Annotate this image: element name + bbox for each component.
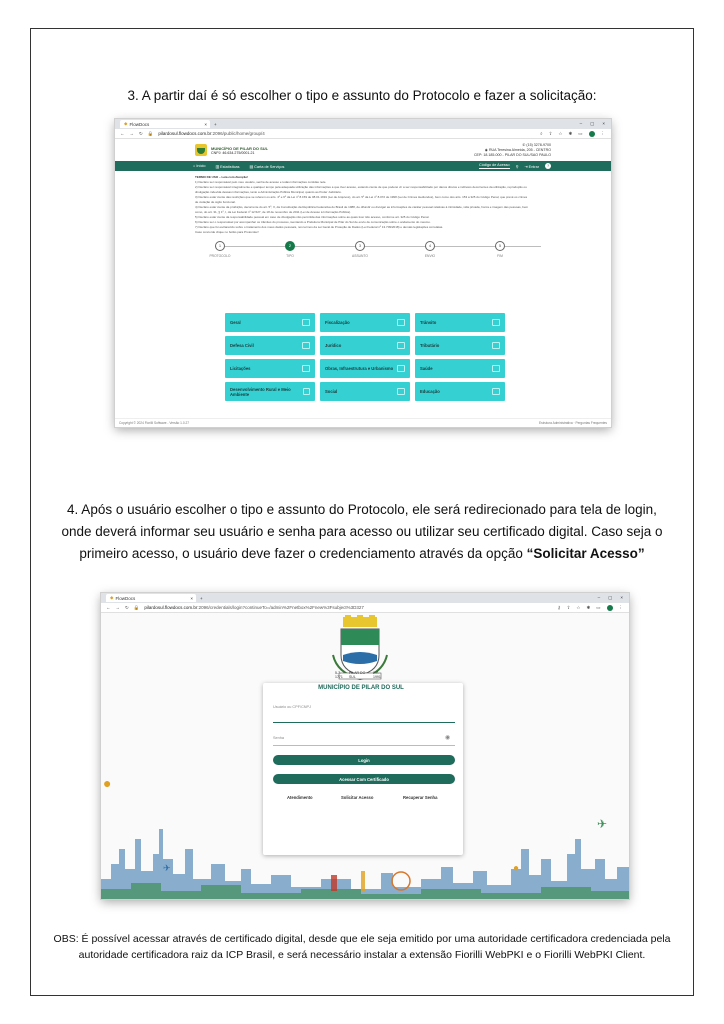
- briefcase-icon: ▤: [249, 164, 255, 169]
- terms-title: TERMO DE USO – Leia com Atenção!: [195, 175, 249, 179]
- step-circle-3: 3: [355, 241, 365, 251]
- search-icon[interactable]: ⚲: [515, 164, 519, 169]
- scales-icon: [397, 342, 405, 349]
- certificate-login-button[interactable]: Acessar Com Certificado: [273, 774, 455, 784]
- leaf-icon: [303, 388, 310, 395]
- protocol-screenshot: [115, 119, 611, 427]
- location-icon: ◉: [484, 147, 489, 152]
- house-icon: [397, 365, 405, 372]
- step-label: PROTOCOLO: [209, 254, 231, 258]
- nav-stats-label: Estatísticas: [220, 164, 240, 169]
- support-link[interactable]: Atendimento: [287, 795, 313, 800]
- type-card[interactable]: [225, 336, 315, 355]
- type-card-label: Defesa Civil: [230, 343, 254, 348]
- site-footer: [115, 418, 611, 427]
- people-icon: [397, 388, 405, 395]
- profile-avatar[interactable]: [589, 131, 595, 137]
- nav-home-label: Início: [196, 164, 206, 168]
- close-tab-icon[interactable]: ×: [204, 121, 207, 127]
- home-icon: ⌂: [193, 164, 197, 168]
- new-tab-icon[interactable]: +: [214, 121, 217, 127]
- browser-tools: [557, 605, 623, 611]
- crest-date-right: 2-7-1991: [373, 671, 381, 679]
- step-circle-5: 5: [495, 241, 505, 251]
- step-circle-1: 1: [215, 241, 225, 251]
- star-icon[interactable]: ☆: [576, 604, 581, 610]
- browser-tools: [540, 131, 605, 137]
- url-domain: pilardosul.flowdocs.com.br: [158, 131, 212, 136]
- type-card-label: Tributário: [420, 343, 440, 348]
- protocol-stepper: [209, 241, 541, 263]
- step-label: TIPO: [286, 254, 294, 258]
- address-bar: [101, 603, 629, 613]
- terms-item: Caso concorde clique no botão para Protocolar!: [195, 230, 259, 234]
- browser-tabbar: [101, 593, 629, 603]
- access-code-area: [479, 163, 551, 169]
- type-card-label: Licitações: [230, 366, 251, 371]
- obs-line-2: autoridade certificadora raiz da ICP Brasil, e será necessário instalar a extensão Fiorilli WebPKI e o Fiorilli WebPKI Client.: [78, 949, 646, 961]
- favicon-icon: ◆: [110, 595, 114, 600]
- step-4-line-3-text: primeiro acesso, o usuário deve fazer o credenciamento através da opção: [79, 546, 527, 561]
- step-3-text: 3. A partir daí é só escolher o tipo e assunto do Protocolo e fazer a solicitação:: [127, 88, 597, 103]
- login-button[interactable]: Login: [273, 755, 455, 765]
- type-card-label: Trânsito: [420, 320, 437, 325]
- phone: (15) 3278-9700: [526, 142, 551, 147]
- building-icon: [397, 319, 405, 326]
- footer-copyright: Copyright © 2024 Fiorilli Software - Versão 1.0.27: [119, 421, 190, 425]
- minimize-icon[interactable]: –: [597, 595, 601, 600]
- back-icon[interactable]: ←: [106, 605, 111, 610]
- enter-link[interactable]: [524, 164, 539, 169]
- username-label: Usuário ou CPF/CNPJ: [273, 705, 311, 709]
- type-card[interactable]: [415, 382, 505, 401]
- terms-item: 4) Declaro estar ciente da proibição, decorrente do art. 5º, X, da Constituição da República Federativa do Brasil de 1988, de difundir ou divulgar as informações de caráter pessoal relativas à intimidade, vida privada, honra e imagem das pessoas, bem como, do art. 31, § 1º, I, da Lei Federal nº 12.527, de 18 de novembro de 2011 (Lei de Acesso à Informação Pública).: [195, 205, 529, 214]
- step-4-line-3: [31, 543, 693, 564]
- site-nav: [115, 161, 611, 171]
- eye-icon[interactable]: ◉: [445, 735, 451, 741]
- window-controls: [580, 121, 605, 127]
- car-icon: [492, 319, 500, 326]
- terms-of-use: [115, 171, 611, 235]
- browser-tab[interactable]: [120, 120, 210, 128]
- graduation-icon: [492, 388, 500, 395]
- close-window-icon[interactable]: ×: [602, 121, 605, 126]
- step-circle-2: 2: [285, 241, 295, 251]
- tab-title: FlowDocs: [115, 595, 136, 601]
- username-input[interactable]: [273, 722, 455, 723]
- nav-home[interactable]: [193, 164, 205, 168]
- back-icon[interactable]: ←: [120, 131, 125, 136]
- document-page: [30, 28, 694, 996]
- org-cnpj: CNPJ: 46.634.275/0001-21: [211, 150, 255, 155]
- type-card[interactable]: [320, 359, 410, 378]
- municipality-title: MUNICÍPIO DE PILAR DO SUL: [318, 685, 404, 691]
- url-field[interactable]: [158, 131, 264, 136]
- type-card-label: Jurídico: [325, 343, 342, 348]
- share-icon[interactable]: ⇪: [548, 130, 553, 136]
- step-4-line-2: onde deverá informar seu usuário e senha para acesso ou utilizar seu certificado digital. Caso seja o: [61, 524, 663, 539]
- gavel-icon: [302, 365, 310, 372]
- share-icon[interactable]: ⇪: [566, 604, 571, 610]
- terms-item: 6) Declaro ser o responsável por acompanhar os trâmites do processo, isentando a Prefeitura Municipal de Pilar do Sul de envio de comunicação sobre o andamento do mesmo.: [195, 220, 431, 224]
- site-header: [115, 139, 611, 161]
- type-card-label: Geral: [230, 320, 241, 325]
- lock-icon: 🔒: [147, 130, 154, 136]
- maximize-icon[interactable]: ▢: [608, 595, 613, 600]
- reload-icon[interactable]: ↻: [139, 130, 143, 136]
- type-card-label: Fiscalização: [325, 320, 350, 325]
- address-bar: [115, 129, 611, 139]
- type-card[interactable]: [225, 313, 315, 332]
- obs-line-1: OBS: É possível acessar através de certificado digital, desde que ele seja emitido por uma autoridade certificadora credenciada pela: [53, 933, 671, 945]
- favicon-icon: ◆: [124, 121, 128, 126]
- type-card[interactable]: [225, 382, 315, 401]
- login-icon: ⇥: [524, 164, 529, 169]
- footer-links[interactable]: Estrutura Administrativa · Perguntas Frequentes: [538, 421, 607, 425]
- menu-icon[interactable]: ⋮: [600, 130, 605, 136]
- type-card-label: Desenvolvimento Rural e Meio Ambiente: [230, 386, 291, 397]
- enter-label: Entrar: [528, 164, 539, 169]
- type-card-label: Obras, Infraestrutura e Urbanismo: [325, 366, 394, 371]
- document-icon: [302, 319, 310, 326]
- nav-services[interactable]: [250, 164, 285, 169]
- airplane-icon: ✈: [163, 863, 171, 873]
- profile-avatar[interactable]: [607, 605, 613, 611]
- step-label: ENVIO: [424, 254, 436, 258]
- org-info: [211, 146, 268, 155]
- type-card-label: Educação: [420, 389, 440, 394]
- extension-icon[interactable]: ✱: [568, 130, 573, 136]
- forward-icon[interactable]: →: [115, 605, 120, 610]
- step-label: FIM: [497, 254, 503, 258]
- menu-icon[interactable]: ⋮: [618, 604, 623, 610]
- step-label: ASSUNTO: [352, 254, 368, 258]
- zoom-icon[interactable]: ⌕: [540, 131, 543, 136]
- crest-banner: [335, 671, 387, 679]
- balloon-icon: ●: [103, 775, 112, 791]
- browser-tab[interactable]: [106, 594, 196, 602]
- address-line-1: RUA Teresina Almeida, 205 - CENTRO: [488, 147, 551, 152]
- shield-icon: [302, 342, 310, 349]
- window-controls: [598, 595, 623, 601]
- terms-item: 3) Declaro estar ciente das restrições que se referem os arts. 4º e 6º da Lei nº 8.159 de 08.01.1991 (Lei de Arquivos), do art. 5º da Lei nº 8.072 de 1998 (Lei de Crimes Hediondos), bem como dos arts. 153 a 325 do Código Penal, que prevê os crimes de violação de sigilo funcional.: [195, 195, 528, 204]
- type-grid: [225, 313, 505, 401]
- nav-stats[interactable]: [215, 164, 239, 169]
- type-card[interactable]: [415, 313, 505, 332]
- password-label: Senha: [273, 736, 284, 740]
- type-card[interactable]: [320, 382, 410, 401]
- step-4-line-1: 4. Após o usuário escolher o tipo e assunto do Protocolo, ele será redirecionado para tela de login,: [67, 502, 657, 517]
- city-seal-icon: [195, 144, 207, 156]
- terms-item: 5) Declaro estar ciente da responsabilidade pessoal em caso de divulgação não permitida das informações sobre as quais tiver tido acesso, conforme art. 325 do Código Penal.: [195, 215, 430, 219]
- contact-info: [474, 143, 551, 158]
- tab-title: FlowDocs: [129, 121, 150, 127]
- terms-item: 7) Declaro que fui esclarecido sobre o tratamento dos meus dados pessoais, nos termos da Lei Geral de Proteção de Dados (Lei Federal nº 13.709/2018) e demais legislações correlatas.: [195, 225, 444, 229]
- crest-name: PILAR DO SUL: [348, 671, 366, 679]
- forward-icon[interactable]: →: [129, 131, 134, 136]
- chart-icon: ▥: [215, 164, 221, 169]
- type-card-label: Social: [325, 389, 338, 394]
- sidebar-icon[interactable]: ▭: [578, 130, 583, 136]
- address-line-2: CEP: 18.185-000 - PILAR DO SUL/SAO PAULO: [473, 152, 551, 157]
- info-icon[interactable]: ?: [546, 164, 550, 168]
- request-access-link[interactable]: Solicitar Acesso: [341, 795, 374, 800]
- type-card[interactable]: [415, 359, 505, 378]
- url-path: :2096/credentials/login?continueTo=/admin%2Fnetbox%2Fnew%3Fsubject%3D327: [197, 605, 364, 610]
- extension-icon[interactable]: ✱: [586, 604, 591, 610]
- access-code-input[interactable]: Código de Acesso: [479, 163, 510, 167]
- crest-date-left: 5-7-1771: [335, 671, 343, 679]
- stepper-line: [215, 246, 541, 247]
- hospital-icon: [492, 365, 500, 372]
- phone-icon: ✆: [522, 142, 527, 147]
- step-circle-4: 4: [425, 241, 435, 251]
- star-icon[interactable]: ☆: [558, 130, 563, 136]
- sidebar-icon[interactable]: ▭: [596, 604, 601, 610]
- type-card[interactable]: [415, 336, 505, 355]
- money-icon: [492, 342, 500, 349]
- nav-services-label: Carta de Serviços: [254, 164, 285, 169]
- lock-icon: 🔒: [133, 604, 140, 610]
- terms-item: 2) Declaro ser responsável integralmente e qualquer tempo pela adequada utilização das informações a que tiver acesso, estando ciente de que poderei vir a ser responsabilizado por danos diretos e indiretos decorrentes da utilização, reprodução ou divulgação indevida dessas informações, tanto a Administração Pública Municipal, quanto ao Poder Judiciário.: [195, 185, 527, 194]
- step-4-highlight: “Solicitar Acesso”: [526, 546, 645, 561]
- maximize-icon[interactable]: ▢: [590, 121, 595, 126]
- login-screenshot: [101, 593, 629, 899]
- password-input[interactable]: [273, 745, 455, 746]
- close-window-icon[interactable]: ×: [620, 595, 623, 600]
- type-card[interactable]: [225, 359, 315, 378]
- type-card-label: Saúde: [420, 366, 433, 371]
- type-card[interactable]: [320, 313, 410, 332]
- terms-item: 1) Declaro ser responsável pelo meu usuário, senha de acesso e todas informações contidas nele.: [195, 180, 327, 184]
- browser-tabbar: [115, 119, 611, 129]
- org-name: MUNICÍPIO DE PILAR DO SUL: [211, 145, 269, 151]
- type-card[interactable]: [320, 336, 410, 355]
- recover-password-link[interactable]: Recuperar Senha: [403, 795, 438, 800]
- balloon-icon: ●: [513, 863, 520, 874]
- reload-icon[interactable]: ↻: [125, 604, 129, 610]
- airplane-icon: ✈: [597, 817, 608, 831]
- minimize-icon[interactable]: –: [579, 121, 583, 126]
- new-tab-icon[interactable]: +: [200, 595, 203, 601]
- url-domain: pilardosul.flowdocs.com.br: [144, 605, 198, 610]
- close-tab-icon[interactable]: ×: [190, 595, 193, 601]
- key-icon[interactable]: ⚷: [557, 604, 561, 610]
- url-field[interactable]: [144, 605, 364, 610]
- url-path: :2096/public/home/group/4: [211, 131, 265, 136]
